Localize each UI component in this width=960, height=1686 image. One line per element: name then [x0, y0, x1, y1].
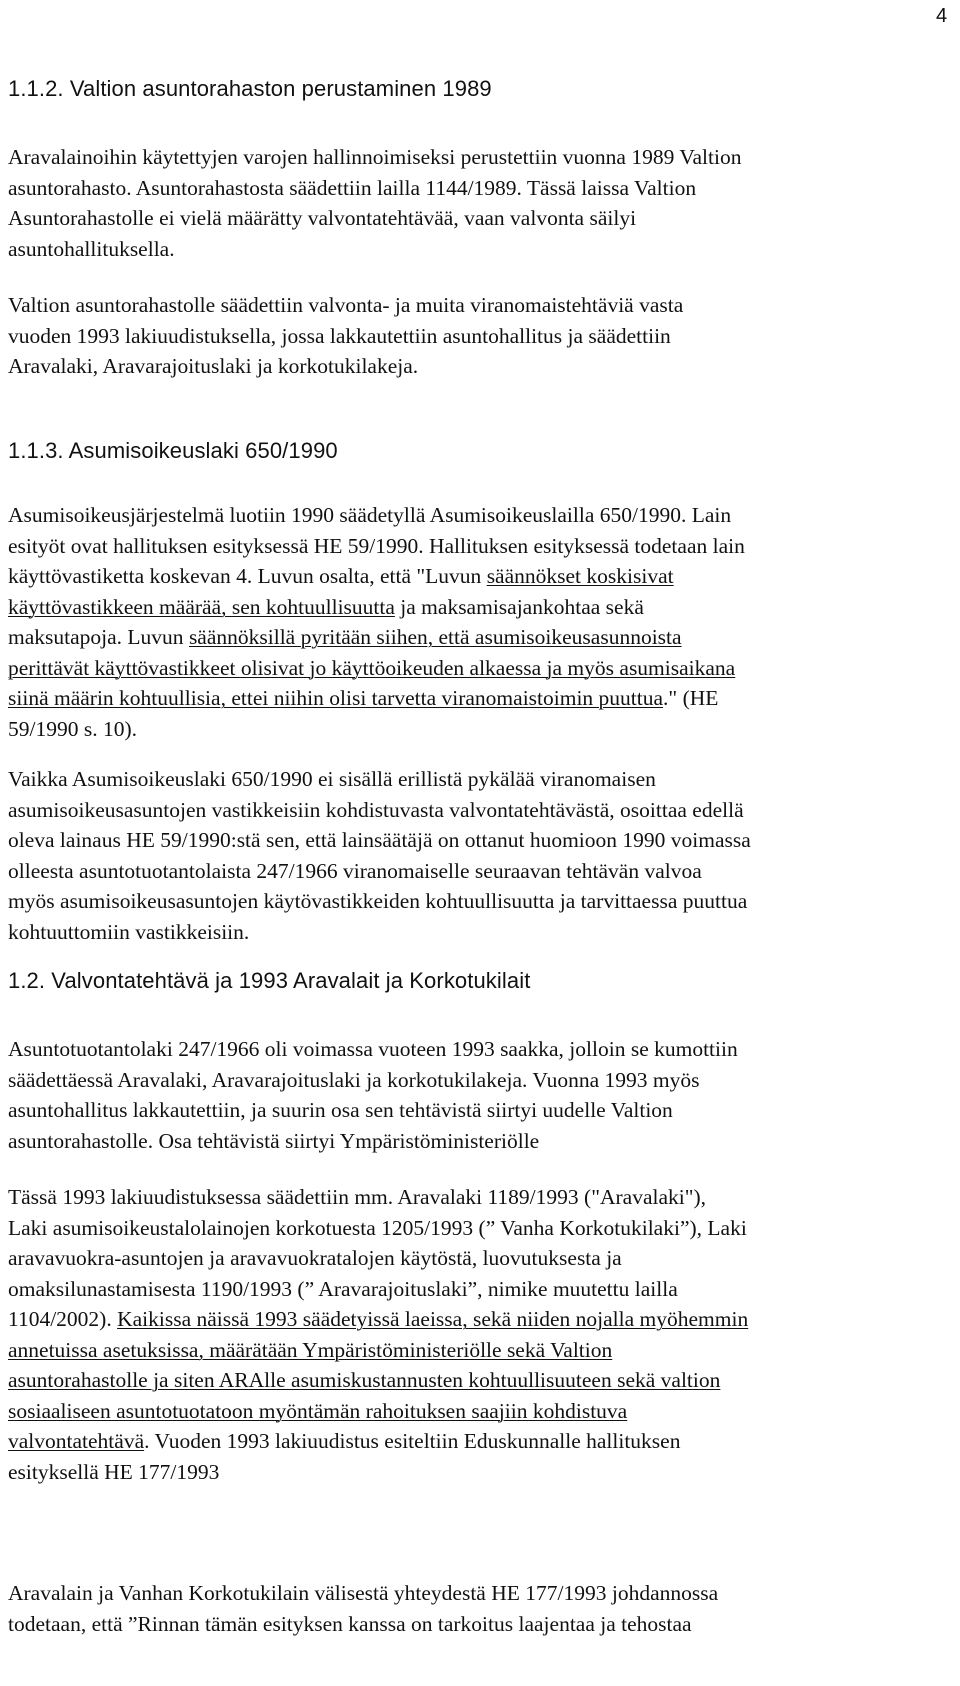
section-heading-1-1-2: 1.1.2. Valtion asuntorahaston perustaminen 1989	[8, 76, 492, 101]
text-line: asuntorahastolle. Osa tehtävistä siirtyi Ympäristöministeriölle	[8, 1128, 540, 1153]
text-line: aravavuokra-asuntojen ja aravavuokratalojen käytöstä, luovutuksesta ja	[8, 1246, 622, 1270]
text-line: Vaikka Asumisoikeuslaki 650/1990 ei sisällä erillistä pykälää viranomaisen	[8, 767, 656, 791]
text-line	[8, 1304, 948, 1335]
paragraph-1-1-3-a	[8, 500, 948, 744]
text-line	[8, 1426, 948, 1457]
text-line: Asuntotuotantolaki 247/1966 oli voimassa vuoteen 1993 saakka, jolloin se kumottiin	[8, 1037, 738, 1061]
paragraph-1-1-2-a	[8, 142, 948, 264]
underlined-quote: perittävät käyttövastikkeet olisivat jo käyttöoikeuden alkaessa ja myös asumisaikana	[8, 655, 736, 680]
text-line: Aravalaki, Aravarajoituslaki ja korkotukilakeja.	[8, 354, 419, 378]
text-line: kohtuuttomiin vastikkeisiin.	[8, 919, 250, 944]
paragraph-1-2-c	[8, 1578, 948, 1639]
underlined-quote: säännöksillä pyritään siihen, että asumisoikeusasunnoista	[188, 625, 682, 649]
section-heading-1-2: 1.2. Valvontatehtävä ja 1993 Aravalait ja Korkotukilait	[8, 968, 531, 993]
text-line: asuntohallitus lakkautettiin, ja suurin osa sen tehtävistä siirtyi uudelle Valtion	[8, 1098, 673, 1122]
text-line	[8, 1396, 948, 1427]
text-segment: käyttövastiketta koskevan 4. Luvun osalta, että "Luvun	[8, 564, 487, 588]
text-line: Aravalain ja Vanhan Korkotukilain välisestä yhteydestä HE 177/1993 johdannossa	[8, 1581, 719, 1605]
text-line: Laki asumisoikeustalolainojen korkotuesta 1205/1993 (” Vanha Korkotukilaki”), Laki	[8, 1215, 747, 1240]
text-line: asuntorahasto. Asuntorahastosta säädettiin lailla 1144/1989. Tässä laissa Valtion	[8, 175, 697, 200]
text-line: esityöt ovat hallituksen esityksessä HE 59/1990. Hallituksen esityksessä todetaan lain	[8, 533, 745, 558]
text-line: asuntohallituksella.	[8, 236, 175, 261]
text-segment: ." (HE	[663, 686, 719, 710]
text-line: myös asumisoikeusasuntojen käytövastikkeiden kohtuullisuutta ja tarvittaessa puuttua	[8, 889, 748, 913]
underlined-quote: käyttövastikkeen määrää, sen kohtuullisuutta	[8, 594, 395, 619]
underlined-text: sosiaaliseen asuntotuotatoon myöntämän rahoituksen saajiin kohdistuva	[8, 1398, 628, 1423]
text-line: säädettäessä Aravalaki, Aravarajoituslaki ja korkotukilakeja. Vuonna 1993 myös	[8, 1067, 700, 1092]
text-segment: maksutapoja. Luvun	[8, 625, 189, 649]
page-number: 4	[936, 5, 948, 27]
text-line: vuoden 1993 lakiuudistuksella, jossa lakkautettiin asuntohallitus ja säädettiin	[8, 323, 671, 348]
text-line	[8, 653, 948, 684]
text-line	[8, 622, 948, 653]
underlined-text: valvontatehtävä	[8, 1429, 145, 1453]
underlined-text: Kaikissa näissä 1993 säädetyissä laeissa, sekä niiden nojalla myöhemmin	[117, 1307, 749, 1331]
text-line: oleva lainaus HE 59/1990:stä sen, että lainsäätäjä on ottanut huomioon 1990 voimassa	[8, 828, 751, 852]
underlined-quote: säännökset koskisivat	[486, 564, 674, 588]
text-line	[8, 1365, 948, 1396]
text-line: olleesta asuntotuotantolaista 247/1966 viranomaiselle seuraavan tehtävän valvoa	[8, 858, 702, 883]
underlined-quote: siinä määrin kohtuullisia, ettei niihin olisi tarvetta viranomaistoimin puuttua	[8, 686, 664, 710]
underlined-text: annetuissa asetuksissa, määrätään Ympäristöministeriölle sekä Valtion	[8, 1337, 613, 1362]
text-line: 59/1990 s. 10).	[8, 716, 137, 741]
text-segment: ja maksamisajankohtaa sekä	[394, 594, 644, 619]
text-line: todetaan, että ”Rinnan tämän esityksen kanssa on tarkoitus laajentaa ja tehostaa	[8, 1611, 692, 1636]
text-segment: . Vuoden 1993 lakiuudistus esiteltiin Eduskunnalle hallituksen	[144, 1429, 681, 1453]
paragraph-1-1-2-b	[8, 290, 948, 382]
text-line: omaksilunastamisesta 1190/1993 (” Aravarajoituslaki”, nimike muutettu lailla	[8, 1276, 678, 1301]
paragraph-1-2-a	[8, 1034, 948, 1156]
text-line	[8, 561, 948, 592]
text-line: Asuntorahastolle ei vielä määrätty valvontatehtävää, vaan valvonta säilyi	[8, 206, 637, 230]
text-line: esityksellä HE 177/1993	[8, 1459, 220, 1484]
text-segment: 1104/2002).	[8, 1307, 118, 1331]
underlined-text: asuntorahastolle ja siten ARAlle asumiskustannusten kohtuullisuuteen sekä valtion	[8, 1368, 721, 1392]
text-line	[8, 683, 948, 714]
text-line: asumisoikeusasuntojen vastikkeisiin kohdistuvasta valvontatehtävästä, osoittaa edellä	[8, 797, 744, 822]
text-line: Tässä 1993 lakiuudistuksessa säädettiin mm. Aravalaki 1189/1993 ("Aravalaki"),	[8, 1185, 707, 1209]
text-line: Valtion asuntorahastolle säädettiin valvonta- ja muita viranomaistehtäviä vasta	[8, 293, 684, 317]
text-line: Asumisoikeusjärjestelmä luotiin 1990 säädetyllä Asumisoikeuslailla 650/1990. Lain	[8, 503, 732, 527]
paragraph-1-1-3-b	[8, 764, 948, 947]
paragraph-1-2-b	[8, 1182, 948, 1487]
text-line	[8, 1335, 948, 1366]
section-heading-1-1-3: 1.1.3. Asumisoikeuslaki 650/1990	[8, 438, 338, 463]
text-line: Aravalainoihin käytettyjen varojen hallinnoimiseksi perustettiin vuonna 1989 Valtion	[8, 145, 742, 169]
text-line	[8, 592, 948, 623]
